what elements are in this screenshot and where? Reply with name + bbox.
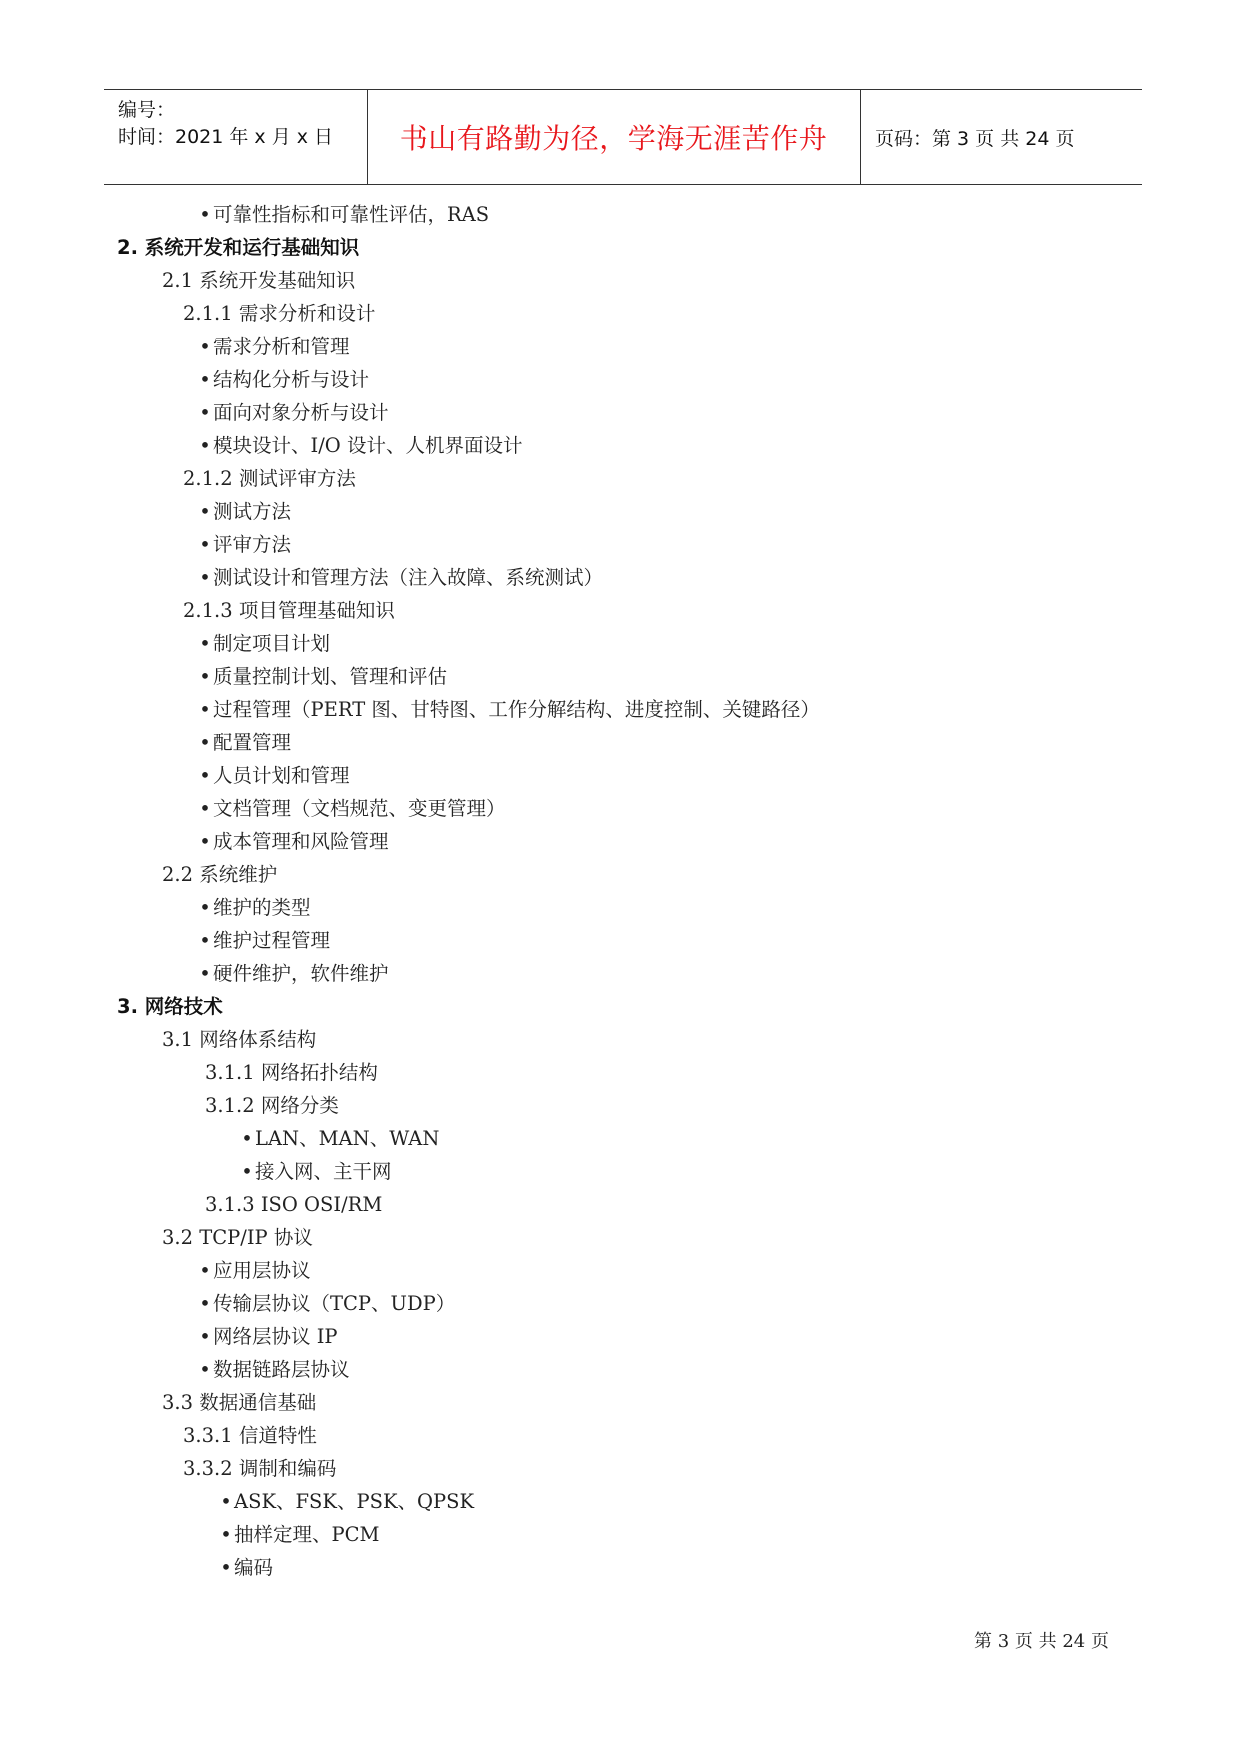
outline-bullet-item [197,1259,311,1283]
bullet-dot-icon: • [199,962,211,985]
bullet-dot-icon: • [220,1490,232,1513]
outline-bullet-item [197,896,311,920]
outline-bullet-item [197,797,506,821]
outline-bullet-item [197,962,389,986]
bullet-dot-icon: • [199,1358,211,1381]
outline-item-text: 接入网、主干网 [255,1160,392,1183]
document-number-label: 编号： [118,99,176,121]
outline-item-text: 2.1.1 需求分析和设计 [183,302,376,325]
subsection-heading [162,269,355,293]
outline-bullet-item [197,401,389,425]
bullet-dot-icon: • [199,434,211,457]
header-page-cell [861,90,1142,184]
bullet-dot-icon: • [199,731,211,754]
header-motto-cell [367,90,861,184]
outline-item-text: 应用层协议 [213,1259,311,1282]
outline-item-text: 配置管理 [213,731,292,754]
outline-item-text: 3.1.3 ISO OSI/RM [205,1193,383,1216]
outline-item-text: 2.1 系统开发基础知识 [162,269,356,292]
subsection-heading [183,1424,317,1448]
document-time: 时间：2021 年 x 月 x 日 [118,126,334,148]
outline-item-text: 3.2 TCP/IP 协议 [162,1226,313,1249]
outline-bullet-item [197,1358,350,1382]
outline-item-text: 2.1.2 测试评审方法 [183,467,356,490]
outline-item-text: 编码 [234,1556,274,1579]
outline-bullet-item [197,203,489,227]
subsection-heading [162,1028,316,1052]
outline-item-text: LAN、MAN、WAN [255,1127,440,1150]
bullet-dot-icon: • [199,401,211,424]
outline-bullet-item [197,500,291,524]
bullet-dot-icon: • [199,797,211,820]
subsection-heading [162,863,277,887]
outline-item-text: 面向对象分析与设计 [213,401,389,424]
section-heading [117,236,359,260]
outline-item-text: 2. 系统开发和运行基础知识 [117,236,360,259]
outline-bullet-item [218,1556,273,1580]
outline-item-text: 3.3.1 信道特性 [183,1424,317,1447]
outline-bullet-item [197,533,291,557]
outline-item-text: 3. 网络技术 [117,995,223,1018]
subsection-heading [205,1094,339,1118]
bullet-dot-icon: • [199,632,211,655]
outline-item-text: 抽样定理、PCM [234,1523,380,1546]
outline-bullet-item [239,1127,439,1151]
bullet-dot-icon: • [199,335,211,358]
outline-item-text: 维护的类型 [213,896,311,919]
section-heading [117,995,223,1019]
subsection-heading [183,599,395,623]
outline-item-text: 3.1.1 网络拓扑结构 [205,1061,378,1084]
bullet-dot-icon: • [199,368,211,391]
outline-item-text: 文档管理（文档规范、变更管理） [213,797,506,820]
header-left-cell [104,90,368,184]
outline-item-text: 数据链路层协议 [213,1358,350,1381]
outline-bullet-item [197,1292,455,1316]
outline-item-text: 网络层协议 IP [213,1325,338,1348]
outline-item-text: 2.1.3 项目管理基础知识 [183,599,395,622]
header-motto: 书山有路勤为径，学海无涯苦作舟 [399,122,828,155]
outline-bullet-item [197,335,350,359]
bullet-dot-icon: • [199,533,211,556]
bullet-dot-icon: • [199,929,211,952]
outline-bullet-item [197,368,369,392]
outline-bullet-item [218,1523,380,1547]
bullet-dot-icon: • [241,1127,253,1150]
outline-item-text: 硬件维护，软件维护 [213,962,389,985]
outline-item-text: 评审方法 [213,533,292,556]
subsection-heading [183,467,356,491]
outline-item-text: 人员计划和管理 [213,764,350,787]
outline-bullet-item [197,1325,338,1349]
outline-bullet-item [197,764,350,788]
outline-item-text: 模块设计、I/O 设计、人机界面设计 [213,434,523,457]
outline-bullet-item [197,434,522,458]
outline-item-text: 3.1.2 网络分类 [205,1094,339,1117]
outline-item-text: 3.1 网络体系结构 [162,1028,317,1051]
bullet-dot-icon: • [199,203,211,226]
outline-bullet-item [197,929,330,953]
outline-item-text: 质量控制计划、管理和评估 [213,665,448,688]
subsection-heading [183,1457,336,1481]
outline-item-text: 3.3.2 调制和编码 [183,1457,337,1480]
bullet-dot-icon: • [199,566,211,589]
subsection-heading [162,1226,313,1250]
outline-bullet-item [197,731,291,755]
page-header [104,89,1142,185]
bullet-dot-icon: • [199,665,211,688]
bullet-dot-icon: • [199,830,211,853]
bullet-dot-icon: • [199,500,211,523]
outline-item-text: 制定项目计划 [213,632,331,655]
subsection-heading [205,1061,378,1085]
outline-bullet-item [197,830,389,854]
subsection-heading [205,1193,382,1217]
page-footer: 第 3 页 共 24 页 [974,1631,1109,1652]
bullet-dot-icon: • [220,1523,232,1546]
outline-bullet-item [197,665,447,689]
outline-item-text: 3.3 数据通信基础 [162,1391,317,1414]
outline-item-text: 过程管理（PERT 图、甘特图、工作分解结构、进度控制、关键路径） [213,698,820,721]
outline-bullet-item [197,632,330,656]
outline-item-text: 2.2 系统维护 [162,863,278,886]
bullet-dot-icon: • [199,764,211,787]
bullet-dot-icon: • [199,1325,211,1348]
outline-item-text: 测试设计和管理方法（注入故障、系统测试） [213,566,604,589]
bullet-dot-icon: • [220,1556,232,1579]
outline-item-text: ASK、FSK、PSK、QPSK [234,1490,475,1513]
outline-item-text: 成本管理和风险管理 [213,830,389,853]
outline-item-text: 结构化分析与设计 [213,368,370,391]
outline-bullet-item [197,698,820,722]
bullet-dot-icon: • [241,1160,253,1183]
bullet-dot-icon: • [199,698,211,721]
subsection-heading [162,1391,316,1415]
outline-item-text: 测试方法 [213,500,292,523]
bullet-dot-icon: • [199,1259,211,1282]
outline-item-text: 传输层协议（TCP、UDP） [213,1292,456,1315]
outline-item-text: 可靠性指标和可靠性评估，RAS [213,203,490,226]
header-page-info: 页码：第 3 页 共 24 页 [875,127,1075,150]
outline-bullet-item [197,566,603,590]
outline-bullet-item [218,1490,474,1514]
outline-item-text: 维护过程管理 [213,929,331,952]
bullet-dot-icon: • [199,896,211,919]
bullet-dot-icon: • [199,1292,211,1315]
outline-item-text: 需求分析和管理 [213,335,350,358]
outline-bullet-item [239,1160,392,1184]
subsection-heading [183,302,375,326]
